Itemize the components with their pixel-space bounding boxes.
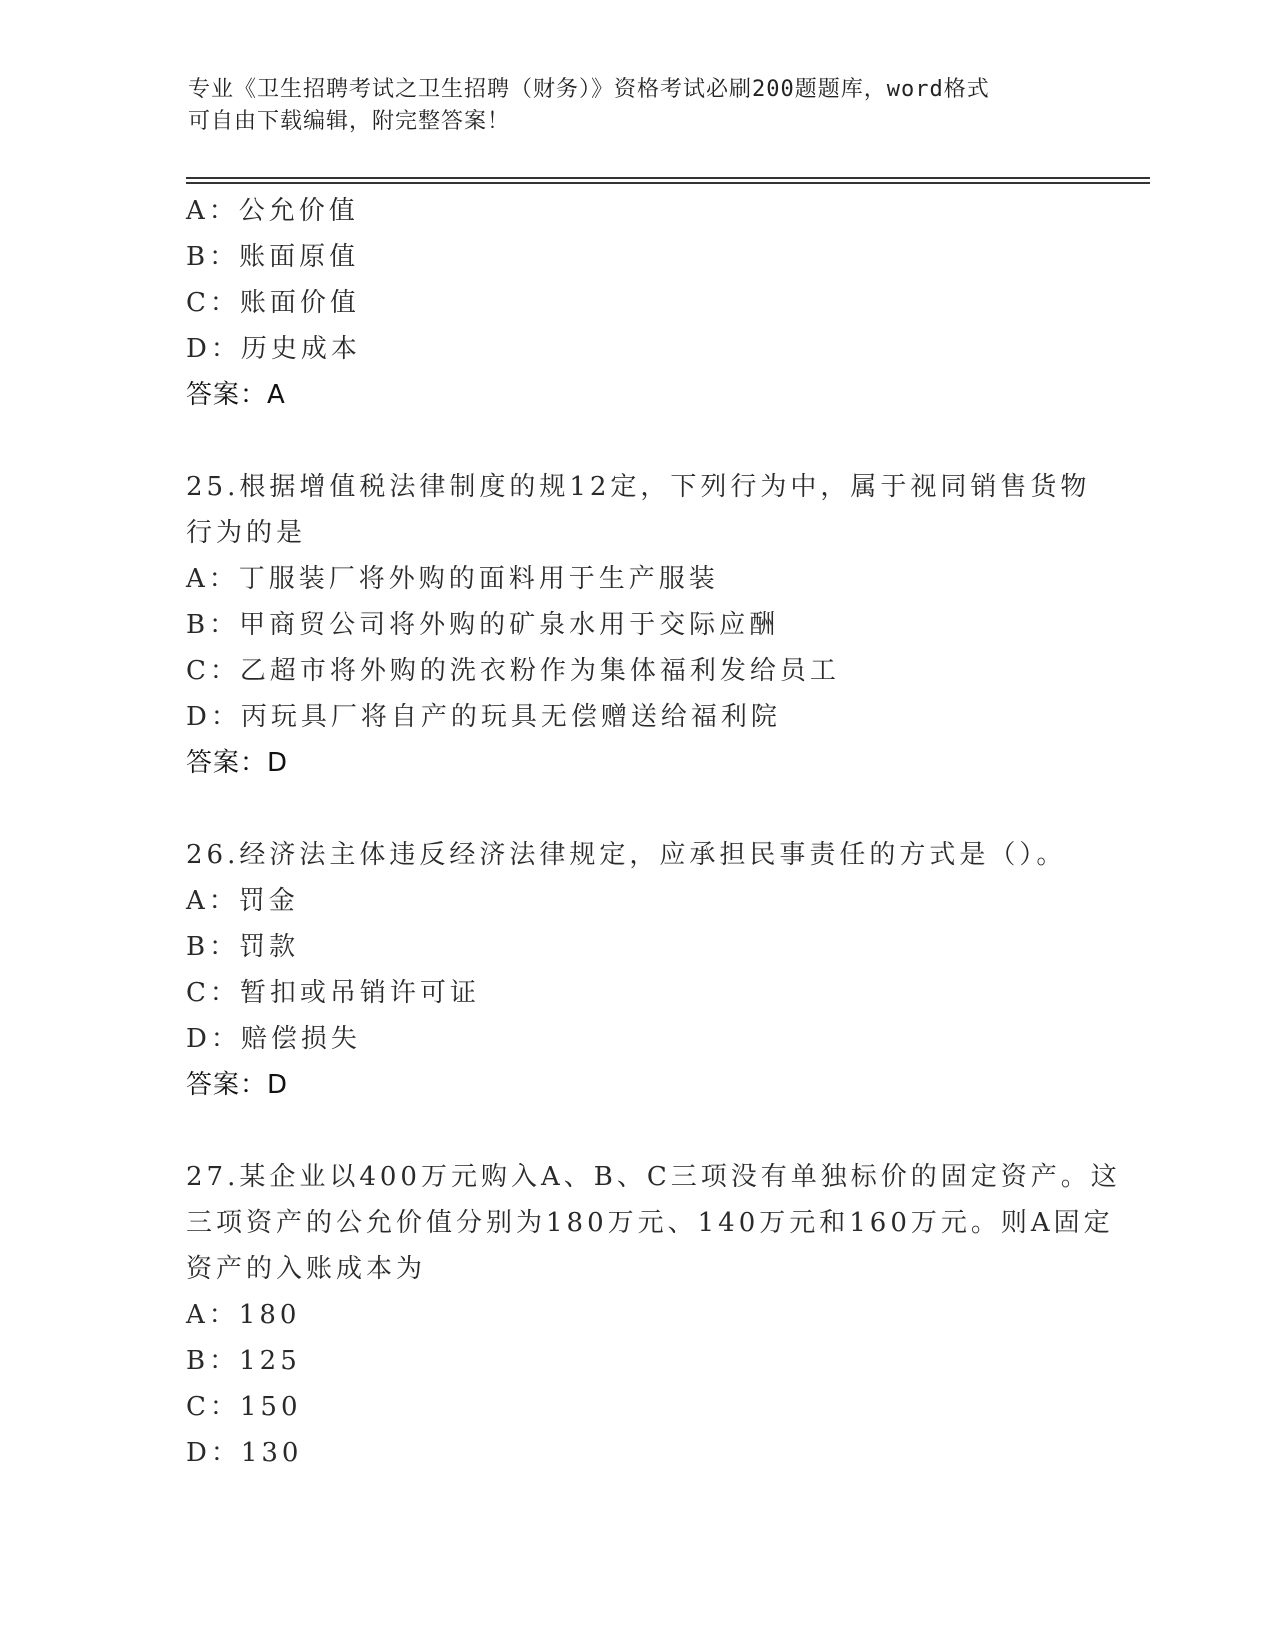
question-stem-line: 资产的入账成本为 [186,1254,427,1284]
option-b: B：罚款 [186,932,300,962]
option-a: A：180 [186,1300,301,1330]
option-d: D：赔偿损失 [186,1024,361,1054]
option-c: C：150 [186,1392,302,1422]
question-stem-line: 行为的是 [186,518,307,548]
document-header [188,74,1068,138]
question-stem-line: 27.某企业以400万元购入A、B、C三项没有单独标价的固定资产。这 [186,1162,1121,1192]
question-stem-line: 25.根据增值税法律制度的规12定，下列行为中，属于视同销售货物 [186,472,1091,502]
option-c: C：账面价值 [186,288,360,318]
option-c: C：乙超市将外购的洗衣粉作为集体福利发给员工 [186,656,840,686]
answer-line: 答案：D [186,748,289,778]
option-d: D：历史成本 [186,334,361,364]
option-b: B：账面原值 [186,242,360,272]
answer-line: 答案：D [186,1070,289,1100]
header-line-2: 可自由下载编辑，附完整答案！ [188,109,511,134]
question-24 [186,188,1086,418]
spacer [186,786,1086,832]
option-a: A：丁服装厂将外购的面料用于生产服装 [186,564,719,594]
header-line-1: 专业《卫生招聘考试之卫生招聘（财务）》资格考试必刷200题题库，word格式 [188,77,990,102]
option-d: D：130 [186,1438,303,1468]
option-d: D：丙玩具厂将自产的玩具无偿赠送给福利院 [186,702,781,732]
question-27 [186,1154,1121,1476]
option-a: A：罚金 [186,886,299,916]
spacer [186,418,1086,464]
option-a: A：公允价值 [186,196,359,226]
header-divider-bottom [186,182,1150,184]
option-b: B：甲商贸公司将外购的矿泉水用于交际应酬 [186,610,780,640]
answer-line: 答案：A [186,380,286,410]
option-c: C：暂扣或吊销许可证 [186,978,480,1008]
question-stem-line: 三项资产的公允价值分别为180万元、140万元和160万元。则A固定 [186,1208,1114,1238]
spacer [186,1108,1086,1154]
option-b: B：125 [186,1346,301,1376]
question-list [186,188,1121,1476]
question-26 [186,832,1086,1108]
question-stem-line: 26.经济法主体违反经济法律规定，应承担民事责任的方式是（）。 [186,840,1067,870]
header-divider-top [186,177,1150,179]
question-25 [186,464,1091,786]
